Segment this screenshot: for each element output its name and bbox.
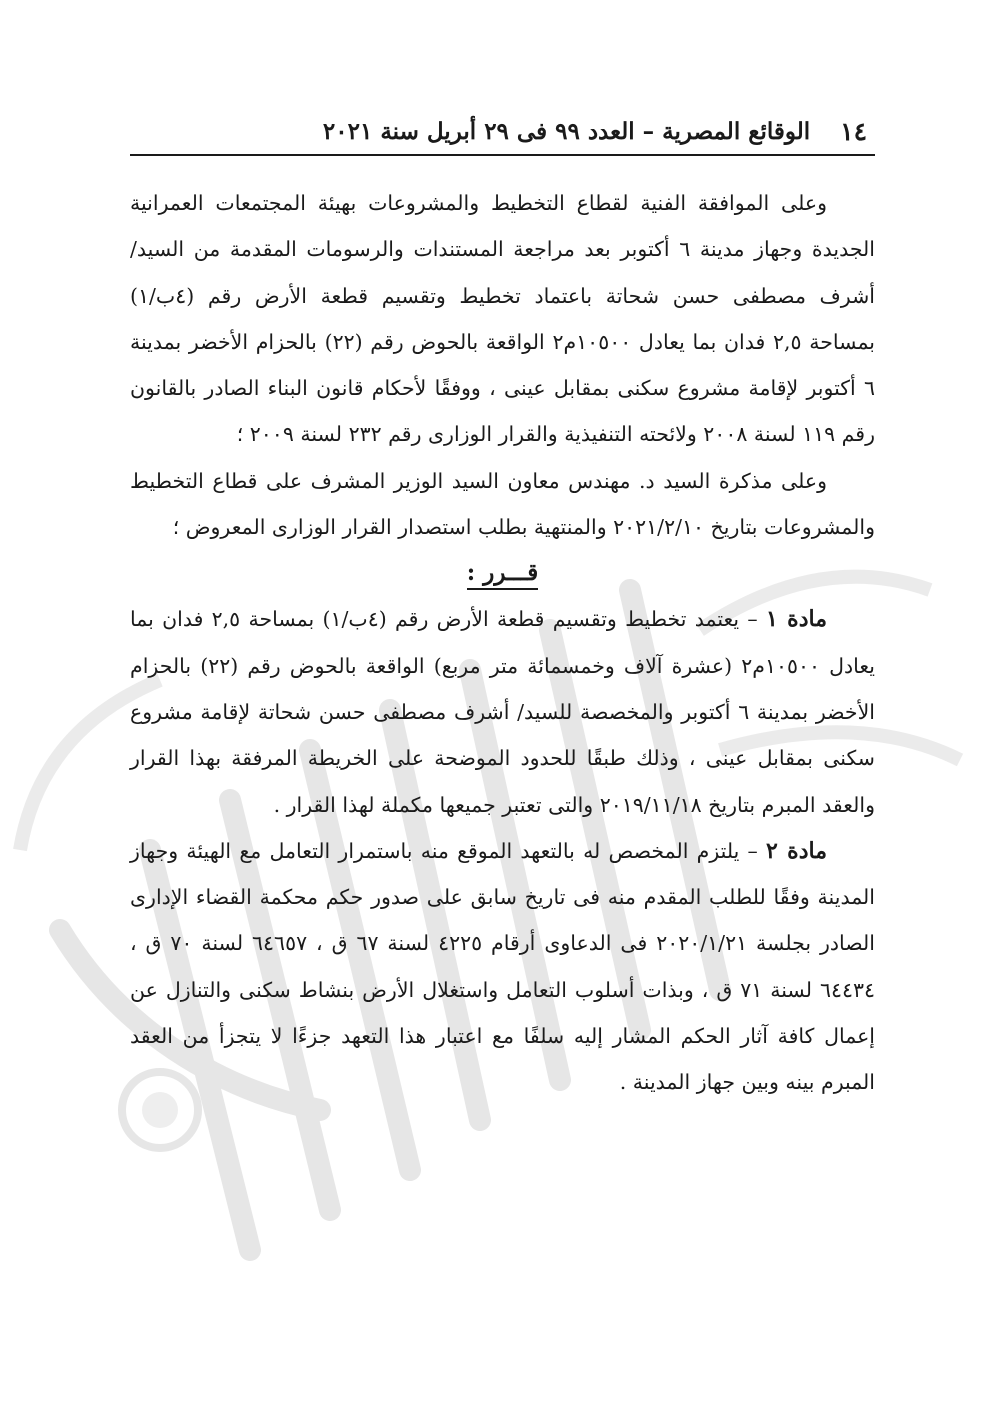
article-2 [130, 828, 875, 1106]
decision-heading-text: قـــرر : [467, 559, 539, 590]
document-body [130, 180, 875, 1106]
article-2-label: مادة ٢ [766, 837, 827, 864]
page-header [130, 108, 875, 156]
article-1-text: – يعتمد تخطيط وتقسيم قطعة الأرض رقم (٤ب/١) بمساحة ٢,٥ فدان بما يعادل ١٠٥٠٠م٢ (عشرة آلاف وخمسمائة متر مربع) الواقعة بالحوض رقم (٢٢) بالحزام الأخضر بمدينة ٦ أكتوبر والمخصصة للسيد/ أشرف مصطفى حسن شحاتة لإقامة مشروع سكنى بمقابل عينى ، وذلك طبقًا للحدود الموضحة على الخريطة المرفقة بهذا القرار والعقد المبرم بتاريخ ٢٠١٩/١١/١٨ والتى تعتبر جميعها مكملة لهذا القرار . [130, 607, 876, 817]
article-1-label: مادة ١ [765, 606, 827, 633]
article-1 [130, 596, 875, 827]
preamble-paragraph-1: وعلى الموافقة الفنية لقطاع التخطيط والمشروعات بهيئة المجتمعات العمرانية الجديدة وجهاز مدينة ٦ أكتوبر بعد مراجعة المستندات والرسومات المقدمة من السيد/ أشرف مصطفى حسن شحاتة باعتماد تخطيط وتقسيم قطعة الأرض رقم (٤ب/١) بمساحة ٢,٥ فدان بما يعادل ١٠٥٠٠م٢ الواقعة بالحوض رقم (٢٢) بالحزام الأخضر بمدينة ٦ أكتوبر لإقامة مشروع سكنى بمقابل عينى ، ووفقًا لأحكام قانون البناء الصادر بالقانون رقم ١١٩ لسنة ٢٠٠٨ ولائحته التنفيذية والقرار الوزارى رقم ٢٣٢ لسنة ٢٠٠٩ ؛ [130, 191, 876, 447]
page-number: ١٤ [840, 116, 867, 146]
gazette-title: الوقائع المصرية – العدد ٩٩ فى ٢٩ أبريل سنة ٢٠٢١ [322, 117, 811, 145]
preamble-paragraph-2: وعلى مذكرة السيد د. مهندس معاون السيد الوزير المشرف على قطاع التخطيط والمشروعات بتاريخ ٢٠٢١/٢/١٠ والمنتهية بطلب استصدار القرار الوزارى المعروض ؛ [130, 468, 875, 540]
article-2-text: – يلتزم المخصص له بالتعهد الموقع منه باستمرار التعامل مع الهيئة وجهاز المدينة وفقًا للطلب المقدم منه فى تاريخ سابق على صدور حكم محكمة القضاء الإدارى الصادر بجلسة ٢٠٢٠/١/٢١ فى الدعاوى أرقام ٤٢٢٥ لسنة ٦٧ ق ، ٦٤٦٥٧ لسنة ٧٠ ق ، ٦٤٤٣٤ لسنة ٧١ ق ، وبذات أسلوب التعامل واستغلال الأرض بنشاط سكنى والتنازل عن إعمال كافة آثار الحكم المشار إليه سلفًا مع اعتبار هذا التعهد جزءًا لا يتجزأ من العقد المبرم بينه وبين جهاز المدينة . [130, 838, 875, 1095]
decision-heading [130, 550, 875, 596]
